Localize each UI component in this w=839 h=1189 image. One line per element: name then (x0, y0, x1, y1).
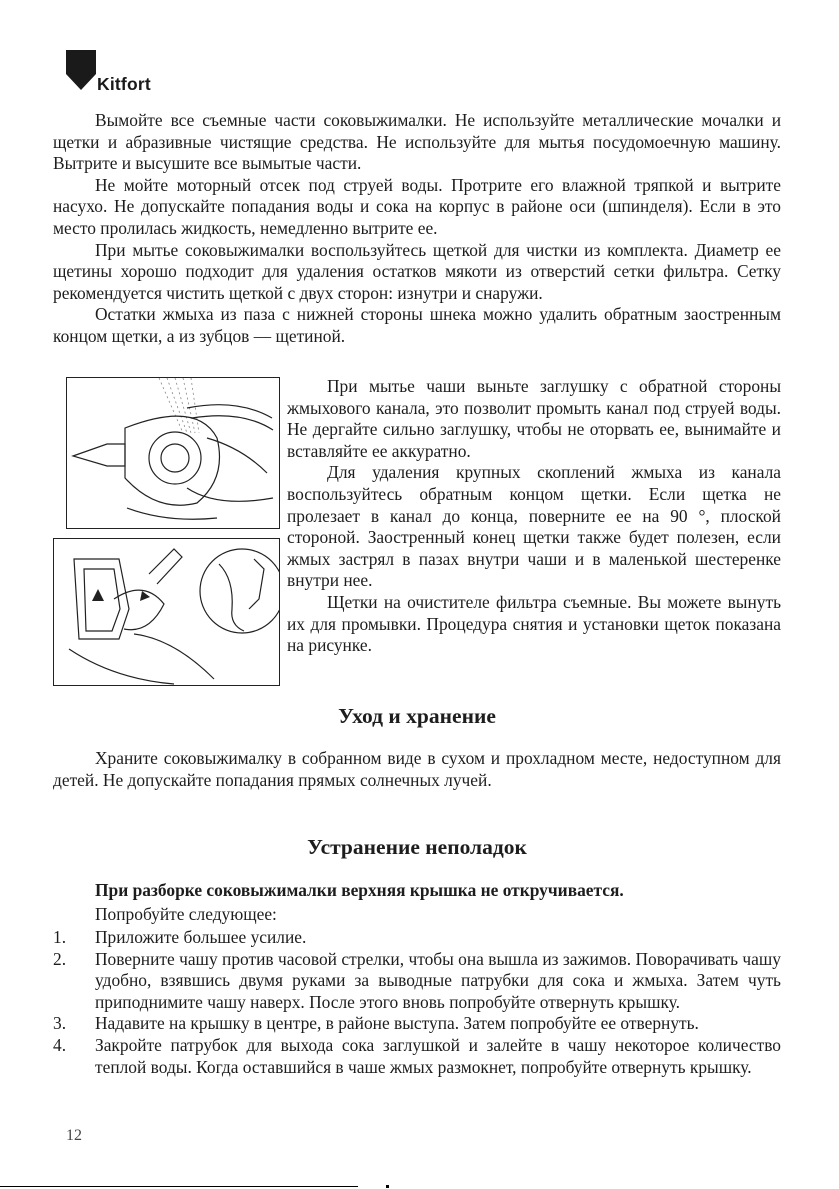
filter-brushes-illustration (54, 539, 279, 685)
paragraph-filter-brushes: Щетки на очистителе фильтра съемные. Вы можете вынуть их для промывки. Процедура снятия и установки щеток показана на рисунке. (287, 591, 781, 656)
page-number: 12 (66, 1127, 82, 1144)
paragraph-bowl-plug: При мытье чаши выньте заглушку с обратной стороны жмыхового канала, это позволит промыть канал под струей воды. Не дергайте сильно заглушку, чтобы не оторвать ее, вынимайте и вставляйте ее аккуратно. (287, 376, 781, 461)
footer-mark (386, 1185, 389, 1188)
intro-text (53, 110, 781, 348)
paragraph-motor: Не мойте моторный отсек под струей воды. Протрите его влажной тряпкой и вытрите насухо. Не допускайте попадания воды и сока на корпус в районе оси (шпинделя). Если в это место пролилась жидкость, немедленно вытрите ее. (53, 174, 781, 238)
brand-logo (66, 50, 176, 100)
kitfort-logo-mark (66, 50, 96, 94)
paragraph-wash-parts: Вымойте все съемные части соковыжималки. Не используйте металлические мочалки и щетки и абразивные чистящие средства. Не используйте для мытья посудомоечную машину. Вытрите и высушите все вымытые части. (53, 110, 781, 174)
troubleshooting-heading: Устранение неполадок (307, 835, 527, 859)
figure-filter-brushes (53, 538, 280, 686)
paragraph-channel: Для удаления крупных скоплений жмыха из канала воспользуйтесь обратным концом щетки. Если щетка не пролезает в канал до конца, поверните ее на 90 °, плоской стороной. Заостренный конец щетки также будет полезен, если жмых застрял в пазах внутри чаши и в маленькой шестеренке внутри нее. (287, 462, 781, 591)
care-text-block (53, 748, 781, 791)
list-item: 2. Поверните чашу против часовой стрелки, чтобы она вышла из зажимов. Поворачивать чашу удобно, взявшись двумя руками за выводные патрубки для сока и жмыха. Затем чуть приподнимите чашу наверх. После этого вновь попробуйте отвернуть крышку. (53, 948, 781, 1012)
list-item: 3. Надавите на крышку в центре, в районе выступа. Затем попробуйте ее отвернуть. (53, 1013, 699, 1034)
paragraph-auger: Остатки жмыха из паза с нижней стороны шнека можно удалить обратным заостренным концом щетки, а из зубцов — щетиной. (53, 304, 781, 346)
bowl-washing-illustration (67, 378, 279, 528)
troubleshooting-steps (53, 927, 781, 1078)
care-heading: Уход и хранение (338, 704, 496, 728)
care-paragraph: Храните соковыжималку в собранном виде в сухом и прохладном месте, недоступном для детей. Не допускайте попадания прямых солнечных лучей. (53, 748, 781, 790)
wrapped-text (287, 376, 781, 657)
list-item: 4. Закройте патрубок для выхода сока заглушкой и залейте в чашу некоторое количество теплой воды. Когда оставшийся в чаше жмых размокнет, попробуйте отвернуть крышку. (53, 1034, 781, 1077)
figure-bowl-washing (66, 377, 280, 529)
try-label: Попробуйте следующее: (95, 904, 277, 924)
list-item: 1. Приложите большее усилие. (53, 927, 307, 947)
paragraph-brush: При мытье соковыжималки воспользуйтесь щеткой для чистки из комплекта. Диаметр ее щетины хорошо подходит для удаления остатков мякоти из отверстий сетки фильтра. Сетку рекомендуется чистить щеткой с двух сторон: изнутри и снаружи. (53, 239, 781, 303)
brand-name: Kitfort (97, 74, 151, 94)
problem-title: При разборке соковыжималки верхняя крышка не откручивается. (95, 880, 624, 900)
footer-rule (0, 1186, 358, 1187)
